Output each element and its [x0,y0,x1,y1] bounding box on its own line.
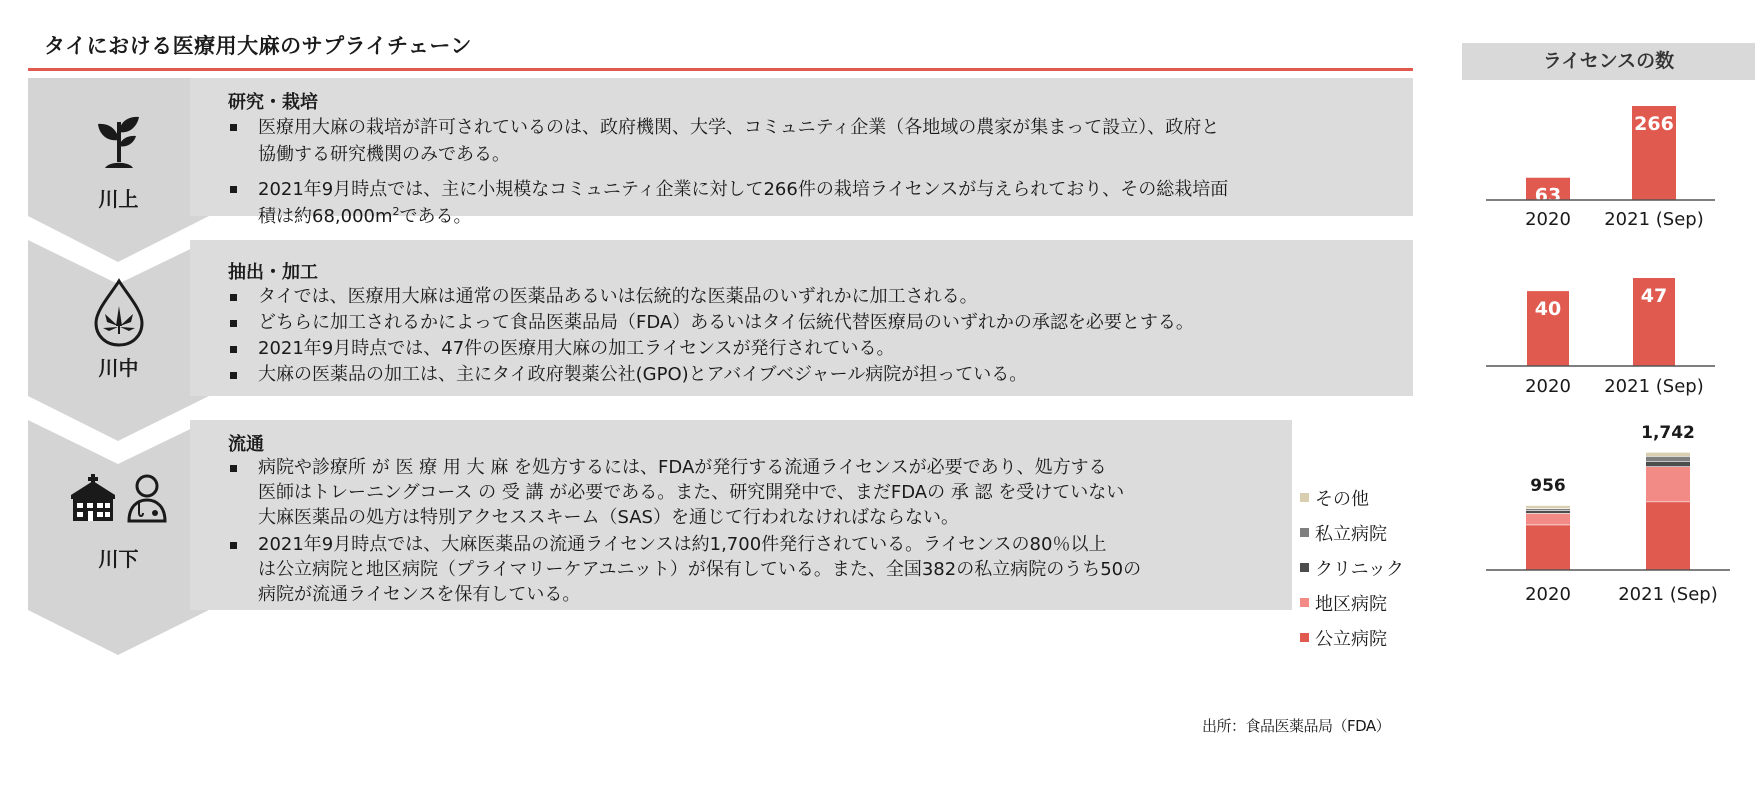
source-note: 出所：食品医薬品局（FDA） [1202,717,1391,735]
x-tick-label: 2021 (Sep) [1604,209,1704,230]
bullet-item [228,532,1288,607]
stage-label-midstream: 川中 [98,356,139,380]
cultivation-license-chart [1486,90,1755,260]
bullet-text: タイでは、医療用大麻は通常の医薬品あるいは伝統的な医薬品のいずれかに加工される。 [258,286,978,307]
legend-swatch [1300,493,1309,502]
bullet-text: 2021年9月時点では、主に小規模なコミュニティ企業に対して266件の栽培ライセンスが与えられており、その総栽培面 [258,179,1229,200]
bullet-text: 大麻医薬品の処方は特別アクセススキーム（SAS）を通じて行われなければならない。 [258,507,959,528]
stage-label-downstream: 川下 [98,547,139,571]
x-tick-label: 2020 [1525,209,1571,230]
legend-swatch [1300,633,1309,642]
title-divider [28,68,1413,71]
bullet-text: 大麻の医薬品の加工は、主にタイ政府製薬公社(GPO)とアバイブベジャール病院が担っている。 [258,364,1028,385]
bullet-text: どちらに加工されるかによって食品医薬品局（FDA）あるいはタイ伝統代替医療局のいずれかの承認を必要とする。 [258,312,1194,333]
bar-value-label: 47 [1640,285,1668,307]
bullet-item [228,310,1408,336]
legend-item [1300,480,1404,515]
seedling-icon [28,112,209,172]
legend-label: その他 [1315,488,1369,510]
page-title: タイにおける医療用大麻のサプライチェーン [44,34,472,58]
bar-segment [1526,513,1570,525]
bullet-list-downstream [228,455,1288,607]
bullet-item [228,336,1408,362]
bar-value-label: 266 [1634,113,1674,135]
legend-label: 地区病院 [1315,593,1387,615]
bullet-text: 医師はトレーニングコース の 受 講 が必要である。また、研究開発中で、まだFDAの 承 認 を受けていない [258,482,1125,503]
hospital-doctor-icon [28,473,209,523]
bullet-item [228,176,1408,230]
bar-segment [1646,466,1690,501]
bullet-text: は公立病院と地区病院（プライマリーケアユニット）が保有している。また、全国382の私立病院のうち50の [258,559,1142,580]
distribution-license-chart [1486,423,1755,680]
bullet-text: 積は約68,000m [258,206,393,227]
chart-legend [1300,480,1404,655]
bar-segment [1646,452,1690,456]
bullet-list-upstream [228,114,1408,230]
legend-swatch [1300,528,1309,537]
x-tick-label: 2021 (Sep) [1604,376,1704,397]
legend-item [1300,550,1404,585]
bar-segment [1646,456,1690,461]
section-heading-processing: 抽出・加工 [228,262,318,283]
chevron-downstream [28,420,209,655]
bullet-item [228,455,1288,530]
legend-label: 公立病院 [1315,628,1387,650]
bullet-list-midstream [228,284,1408,388]
stage-chevrons [28,78,209,733]
legend-item [1300,515,1404,550]
superscript-2: 2 [392,205,400,218]
legend-swatch [1300,563,1309,572]
legend-label: 私立病院 [1315,523,1387,545]
bar-value-label: 63 [1534,184,1562,207]
bar-value-label: 40 [1534,298,1562,321]
legend-label: クリニック [1315,558,1404,580]
total-value-label: 1,742 [1641,423,1695,443]
section-heading-cultivation: 研究・栽培 [228,92,318,113]
x-tick-label: 2020 [1525,376,1571,397]
bar-segment [1646,502,1690,570]
cannabis-drop-icon [28,278,209,348]
bullet-item [228,284,1408,310]
processing-license-chart [1486,272,1755,442]
bullet-text: 2021年9月時点では、大麻医薬品の流通ライセンスは約1,700件発行されている。ライセンスの80％以上 [258,534,1107,555]
bullet-text: 病院が流通ライセンスを保有している。 [258,584,581,605]
license-count-header: ライセンスの数 [1462,43,1755,80]
x-tick-label: 2020 [1525,584,1571,605]
total-value-label: 956 [1530,476,1566,497]
bullet-item [228,114,1408,168]
section-heading-distribution: 流通 [228,434,264,455]
bullet-text: 2021年9月時点では、47件の医療用大麻の加工ライセンスが発行されている。 [258,338,895,359]
x-tick-label: 2021 (Sep) [1618,584,1718,605]
bullet-item [228,362,1408,388]
legend-swatch [1300,598,1309,607]
bullet-text: 病院や診療所 が 医 療 用 大 麻 を処方するには、FDAが発行する流通ライセンスが必要であり、処方する [258,457,1107,478]
bullet-text: 医療用大麻の栽培が許可されているのは、政府機関、大学、コミュニティ企業（各地域の農家が集まって設立）、政府と [258,117,1220,138]
legend-item [1300,585,1404,620]
bar-segment [1646,461,1690,466]
bullet-text: である。 [399,206,472,227]
bullet-text: 協働する研究機関のみである。 [258,144,510,165]
bar-segment [1526,525,1570,570]
legend-item [1300,620,1404,655]
stage-label-upstream: 川上 [98,187,139,211]
